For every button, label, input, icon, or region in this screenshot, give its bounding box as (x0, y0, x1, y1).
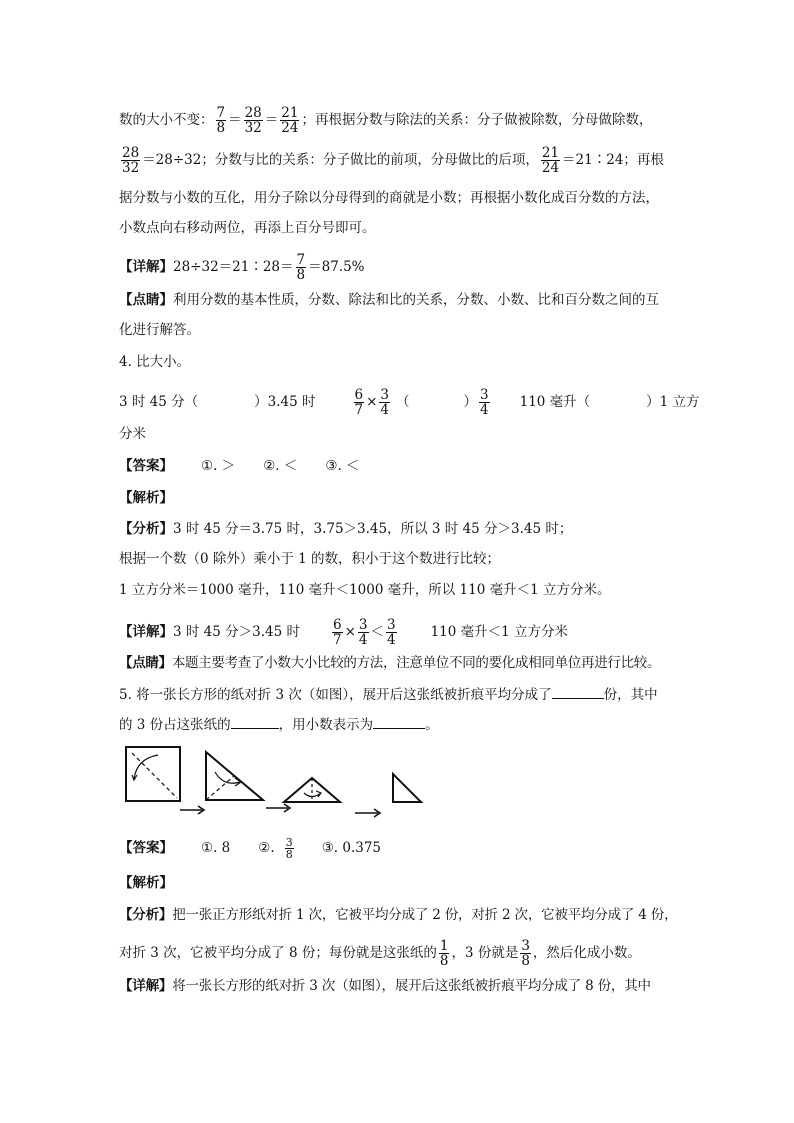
section-tag: 【点睛】 (119, 292, 173, 308)
text: ＝21∶24；再根 (562, 152, 664, 168)
line-16 (119, 905, 677, 925)
line-9: 分米 (119, 426, 146, 442)
line-18-detail (119, 976, 651, 996)
line-10 (119, 519, 572, 539)
line-2 (119, 146, 664, 175)
answer-1: ①. ＞ (201, 458, 236, 474)
text: ，然后化成小数。 (532, 945, 641, 961)
text: 利用分数的基本性质，分数、除法和比的关系，分数、小数、比和百分数之间的互 (173, 292, 659, 308)
answer-3: ③. ＜ (325, 458, 360, 474)
text: 对折 3 次，它被平均分成了 8 份；每份就是这张纸的 (119, 945, 437, 961)
section-tag: 【详解】 (119, 978, 173, 994)
fraction-28-32: $\frac{28}{32}$ (122, 145, 140, 176)
fraction-28-32: $\frac{28}{32}$ (244, 105, 262, 136)
fraction-3-8: $\frac{3}{8}$ (285, 836, 293, 861)
times-sign: × (366, 394, 378, 410)
text: 110 毫升＜1 立方分米 (430, 624, 569, 640)
line-4: 小数点向右移动两位，再添上百分号即可。 (119, 220, 376, 236)
answer-blank-2[interactable] (231, 714, 279, 729)
text: 3 时 45 分＞3.45 时 (173, 624, 300, 640)
text: ＝87.5% (308, 259, 365, 275)
answer-3: ③. 0.375 (321, 840, 382, 856)
section-tag: 【分析】 (119, 907, 173, 923)
answer-2: ②. (258, 840, 275, 856)
section-tag: 【答案】 (119, 840, 173, 856)
line-11: 根据一个数（0 除外）乘小于 1 的数，积小于这个数进行比较； (119, 551, 501, 567)
line-12: 1 立方分米＝1000 毫升，110 毫升＜1000 毫升，所以 110 毫升＜1 立方分米。 (119, 582, 611, 598)
line-8 (119, 388, 700, 417)
line-3: 据分数与小数的互化，用分子除以分母得到的商就是小数；再根据小数化成百分数的方法， (119, 190, 659, 206)
line-1 (119, 106, 652, 135)
text: 3 时 45 分＝3.75 时，3.75＞3.45，所以 3 时 45 分＞3.45 时； (173, 521, 573, 537)
analysis-tag: 【解析】 (119, 490, 173, 506)
fraction-7-8: $\frac{7}{8}$ (216, 105, 226, 136)
text: ） (463, 394, 478, 410)
section-tag: 【点睛】 (119, 655, 172, 671)
text: ，3 份就是 (451, 945, 519, 961)
fraction-3-4: $\frac{3}{4}$ (480, 387, 489, 418)
answer-blank-1[interactable] (552, 684, 604, 699)
text: 份，其中 (603, 687, 658, 703)
answer-5 (119, 837, 381, 860)
text: ）1 立方 (646, 394, 700, 410)
fraction-1-8: $\frac{1}{8}$ (439, 938, 449, 969)
fraction-3-4: $\frac{3}{4}$ (380, 387, 390, 418)
fraction-21-24: $\frac{21}{24}$ (281, 105, 299, 136)
line-5-detail (119, 253, 365, 282)
line-14-remark (119, 653, 660, 673)
question-5-title (119, 684, 658, 705)
line-17 (119, 939, 641, 968)
text: 本题主要考查了小数大小比较的方法，注意单位不同的要化成相同单位再进行比较。 (171, 655, 661, 671)
folding-diagram (118, 742, 438, 822)
times-sign: × (344, 624, 356, 640)
text: （ (396, 394, 410, 410)
text: 3 时 45 分（ (119, 394, 199, 410)
answer-4 (119, 456, 360, 476)
section-tag: 【答案】 (119, 458, 173, 474)
text: 将一张长方形的纸对折 3 次（如图），展开后这张纸被折痕平均分成了 8 份，其中 (172, 978, 651, 994)
text: 数的大小不变： (119, 112, 214, 128)
less-sign: ＜ (370, 624, 384, 640)
section-tag: 【详解】 (119, 624, 173, 640)
triangle-3 (393, 774, 421, 802)
section-tag: 【分析】 (119, 521, 173, 537)
fraction-21-24: $\frac{21}{24}$ (541, 145, 560, 176)
fraction-6-7: $\frac{6}{7}$ (354, 387, 364, 418)
equals-sign: ＝ (264, 112, 279, 128)
answer-2: ②. ＜ (263, 458, 298, 474)
fraction-6-7: $\frac{6}{7}$ (333, 617, 342, 648)
fraction-3-8: $\frac{3}{8}$ (521, 938, 530, 969)
line-13-detail (119, 618, 568, 647)
text: ；再根据分数与除法的关系：分子做被除数，分母做除数， (301, 112, 653, 128)
text: ，用小数表示为 (278, 717, 374, 733)
diagonal-dash (132, 753, 177, 798)
answer-blank-3[interactable] (373, 714, 425, 729)
text: 110 毫升（ (519, 394, 591, 410)
text: ）3.45 时 (254, 394, 316, 410)
analysis-tag: 【解析】 (119, 875, 173, 891)
fraction-7-8: $\frac{7}{8}$ (296, 252, 306, 283)
triangle-1 (206, 752, 263, 800)
answer-1: ①. 8 (201, 840, 231, 856)
text: 28÷32＝21∶28＝ (173, 259, 294, 275)
text: 。 (425, 717, 439, 733)
triangle-1-fold (206, 776, 234, 800)
line-6-remark (119, 290, 659, 310)
section-tag: 【详解】 (119, 259, 173, 275)
question-4-title: 4. 比大小。 (119, 354, 191, 370)
equals-sign: ＝ (228, 112, 242, 128)
text: 的 3 份占这张纸的 (119, 717, 231, 733)
line-7: 化进行解答。 (119, 322, 200, 338)
text: 把一张正方形纸对折 1 次，它被平均分成了 2 份，对折 2 次，它被平均分成了 4 份， (172, 907, 678, 923)
fraction-3-4: $\frac{3}{4}$ (358, 617, 368, 648)
text: ＝28÷32；分数与比的关系：分子做比的前项，分母做比的后项， (142, 152, 539, 168)
fraction-3-4: $\frac{3}{4}$ (387, 617, 396, 648)
text: 5. 将一张长方形的纸对折 3 次（如图），展开后这张纸被折痕平均分成了 (119, 687, 552, 703)
line-15 (119, 714, 439, 735)
